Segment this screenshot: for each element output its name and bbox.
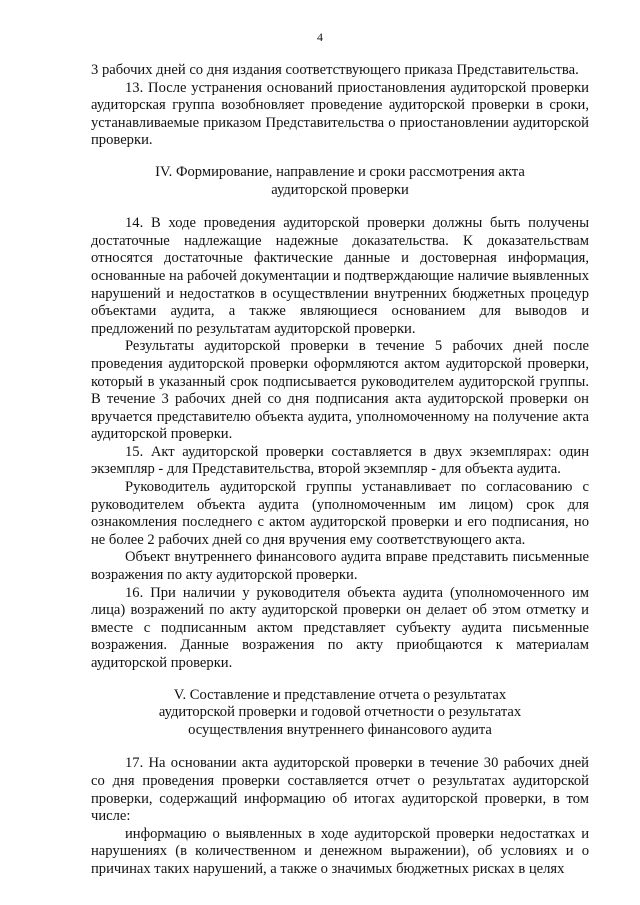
section-heading (91, 164, 589, 199)
paragraph: Руководитель аудиторской группы устанавливает по согласованию с руководителем объекта аудита (уполномоченным им лицом) срок для ознакомления последнего с актом аудиторской проверки и его подписания, но не более 2 рабочих дней со дня вручения ему соответствующего акта. (91, 479, 589, 548)
document-body (91, 62, 589, 879)
paragraph: 17. На основании акта аудиторской проверки в течение 30 рабочих дней со дня проведения проверки составляется отчет о результатах аудиторской проверки, содержащий информацию об итогах аудиторской проверки, в том числе: (91, 755, 589, 825)
page-number: 4 (317, 30, 323, 44)
section-heading-line: аудиторской проверки и годовой отчетности о результатах (158, 704, 522, 721)
paragraph: Результаты аудиторской проверки в течение 5 рабочих дней после проведения аудиторской проверки оформляются актом аудиторской проверки, который в указанный срок подписывается руководителем аудиторской группы. В течение 3 рабочих дней со дня подписания акта аудиторской проверки он вручается представителю объекта аудита, уполномоченному на получение акта аудиторской проверки. (91, 338, 589, 443)
section-heading-line: аудиторской проверки (271, 181, 409, 198)
paragraph: 16. При наличии у руководителя объекта аудита (уполномоченного им лица) возражений по акту аудиторской проверки он делает об этом отметку и вместе с подписанным актом представляет субъекту аудита письменные возражения. Данные возражения по акту приобщаются к материалам аудиторской проверки. (91, 584, 589, 671)
paragraph: 13. После устранения оснований приостановления аудиторской проверки аудиторская группа возобновляет проведение аудиторской проверки в сроки, устанавливаемые приказом Представительства о приостановлении аудиторской проверки. (91, 79, 589, 149)
section-heading-line: IV. Формирование, направление и сроки рассмотрения акта (155, 163, 525, 180)
paragraph: Объект внутреннего финансового аудита вправе представить письменные возражения по акту аудиторской проверки. (91, 549, 589, 584)
section-heading-line: осуществления внутреннего финансового аудита (188, 721, 492, 738)
section-heading (91, 687, 589, 740)
paragraph: информацию о выявленных в ходе аудиторской проверки недостатках и нарушениях (в количественном и денежном выражении), об условиях и о причинах таких нарушений, а также о значимых бюджетных рисках в целях (91, 825, 589, 877)
paragraph: 3 рабочих дней со дня издания соответствующего приказа Представительства. (91, 62, 579, 78)
section-heading-line: V. Составление и представление отчета о результатах (173, 686, 507, 703)
paragraph: 15. Акт аудиторской проверки составляется в двух экземплярах: один экземпляр - для Представительства, второй экземпляр - для объекта аудита. (91, 443, 589, 478)
paragraph: 14. В ходе проведения аудиторской проверки должны быть получены достаточные надлежащие надежные доказательства. К доказательствам относятся достаточные фактические данные и достоверная информация, основанные на рабочей документации и подтверждающие наличие выявленных нарушений и недостатков в осуществлении внутренних бюджетных процедур объектами аудита, а также являющиеся основанием для выводов и предложений по результатам аудиторской проверки. (91, 215, 589, 337)
